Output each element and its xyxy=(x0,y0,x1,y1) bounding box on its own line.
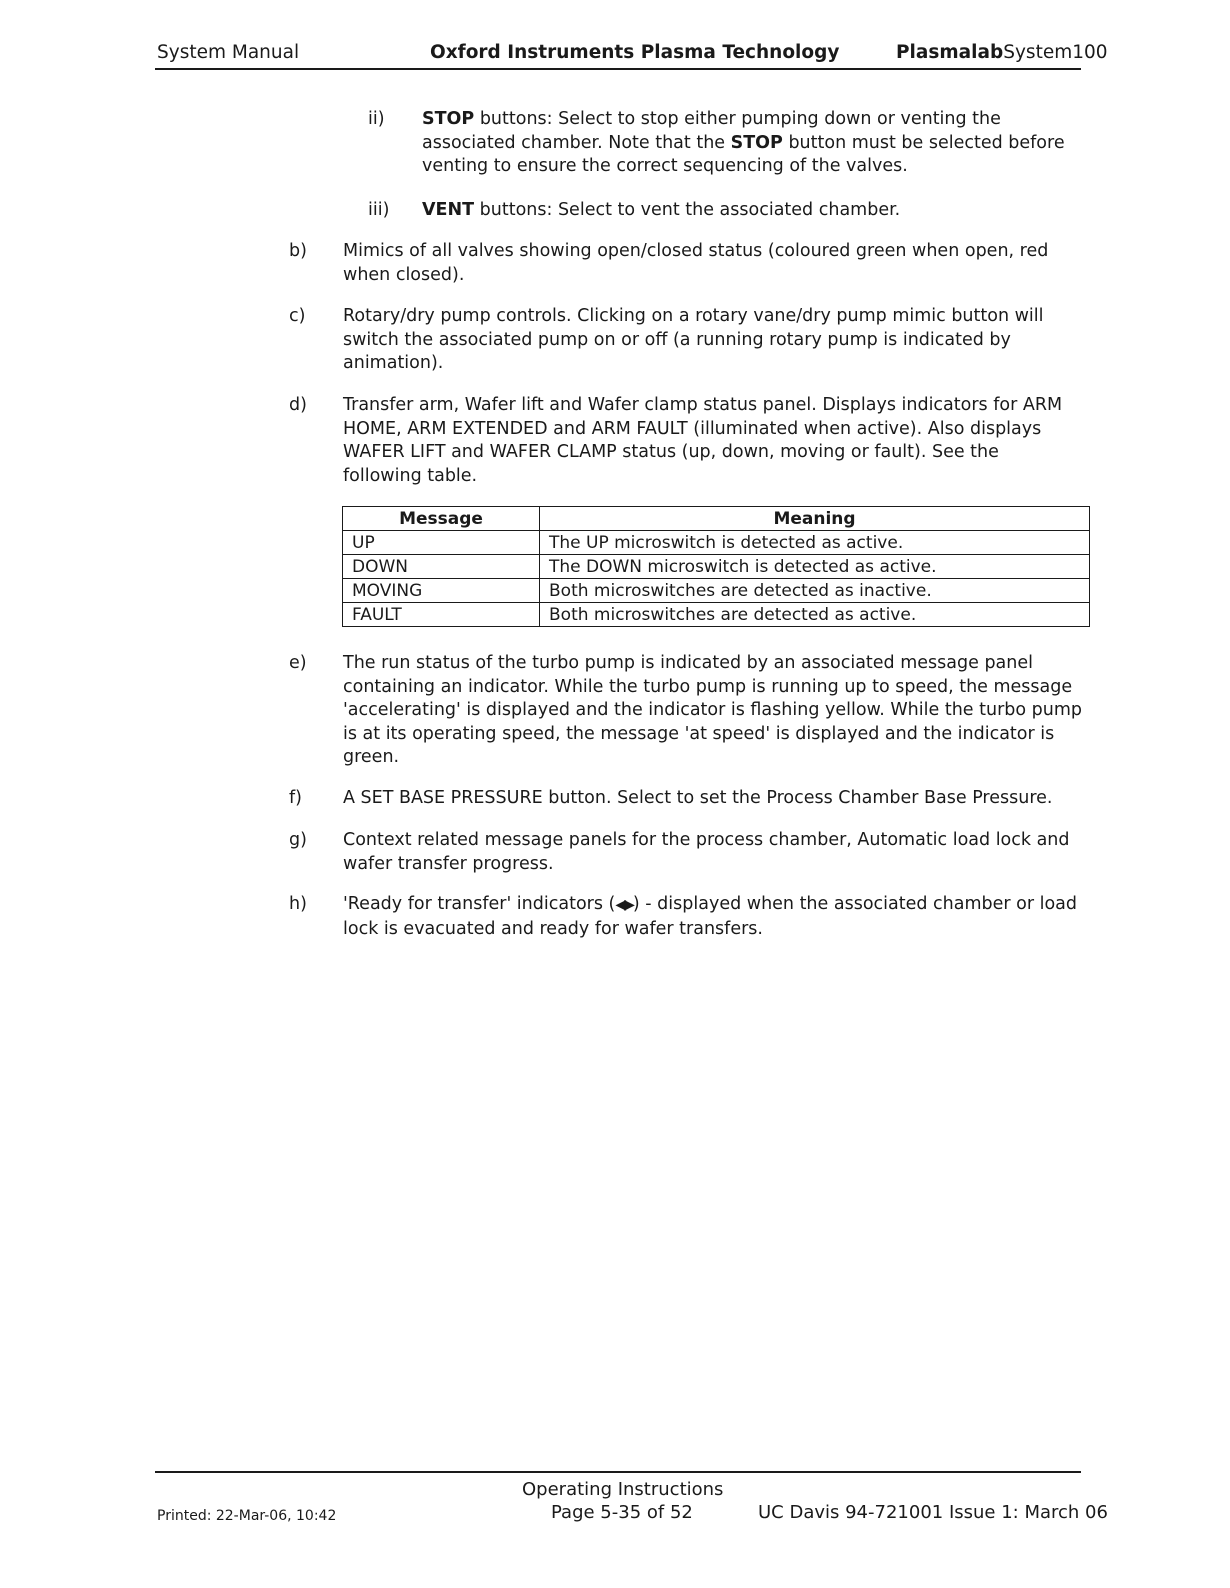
item-text xyxy=(343,893,1083,941)
footer-rule xyxy=(155,1471,1081,1473)
table-header-row xyxy=(343,507,1090,531)
table-cell-meaning: The DOWN microswitch is detected as active. xyxy=(540,555,1090,579)
table-header-message: Message xyxy=(343,507,540,531)
item-label: b) xyxy=(289,241,307,261)
subitem-text-part: buttons: Select to stop either pumping down or venting the associated chamber. Note that the xyxy=(422,109,1001,153)
subitem-text xyxy=(422,199,1082,223)
subitem-number: ii) xyxy=(368,109,385,129)
table-cell-meaning: Both microswitches are detected as inactive. xyxy=(540,579,1090,603)
subitem-text-part: buttons: Select to vent the associated chamber. xyxy=(474,200,901,220)
table-row xyxy=(343,555,1090,579)
table-cell-message: FAULT xyxy=(343,603,540,627)
footer-printed-date: Printed: 22-Mar-06, 10:42 xyxy=(157,1508,337,1524)
item-text-part: ) - displayed when the associated chamber or load lock is evacuated and ready for wafer transfers. xyxy=(343,894,1078,939)
vent-keyword: VENT xyxy=(422,200,475,220)
item-text: Transfer arm, Wafer lift and Wafer clamp status panel. Displays indicators for ARM HOME, ARM EXTENDED and ARM FAULT (illuminated when active). Also displays WAFER LIFT and WAFER CLAMP status (up, down, moving or fault). See the following table. xyxy=(343,395,1063,486)
table-cell-message: MOVING xyxy=(343,579,540,603)
table-row xyxy=(343,603,1090,627)
item-text: Rotary/dry pump controls. Clicking on a rotary vane/dry pump mimic button will switch the associated pump on or off (a running rotary pump is indicated by animation). xyxy=(343,306,1044,373)
item-label: g) xyxy=(289,830,307,850)
header-product-bold: Plasmalab xyxy=(896,42,1004,63)
table-row xyxy=(343,579,1090,603)
item-text-part: 'Ready for transfer' indicators ( xyxy=(343,894,616,914)
stop-keyword: STOP xyxy=(422,109,475,129)
footer-section: Operating Instructions xyxy=(522,1479,724,1500)
subitem-text-part: button must be selected before venting to ensure the correct sequencing of the valves. xyxy=(422,132,1065,176)
left-right-arrows-icon: ◀▶ xyxy=(615,897,633,913)
item-text: Mimics of all valves showing open/closed status (coloured green when open, red when closed). xyxy=(343,241,1049,285)
item-label: d) xyxy=(289,395,307,415)
item-label: e) xyxy=(289,653,307,673)
header-company: Oxford Instruments Plasma Technology xyxy=(430,42,840,63)
header-rule xyxy=(155,68,1081,70)
header-product xyxy=(896,42,1108,64)
item-label: c) xyxy=(289,306,306,326)
subitem-number: iii) xyxy=(368,200,390,220)
header-doc-title: System Manual xyxy=(157,42,300,63)
table-cell-message: DOWN xyxy=(343,555,540,579)
item-text: Context related message panels for the process chamber, Automatic load lock and wafer transfer progress. xyxy=(343,830,1070,874)
table-cell-message: UP xyxy=(343,531,540,555)
item-label: h) xyxy=(289,894,307,914)
footer-doc-reference: UC Davis 94-721001 Issue 1: March 06 xyxy=(758,1502,1108,1523)
table-cell-meaning: Both microswitches are detected as active. xyxy=(540,603,1090,627)
table-row xyxy=(343,531,1090,555)
table-cell-meaning: The UP microswitch is detected as active. xyxy=(540,531,1090,555)
item-text: The run status of the turbo pump is indicated by an associated message panel containing an indicator. While the turbo pump is running up to speed, the message 'accelerating' is displayed and the indicator is flashing yellow. While the turbo pump is at its operating speed, the message 'at speed' is displayed and the indicator is green. xyxy=(343,653,1082,767)
header-product-rest: System100 xyxy=(1003,42,1108,63)
item-label: f) xyxy=(289,788,302,808)
status-message-table xyxy=(342,506,1090,627)
item-text: A SET BASE PRESSURE button. Select to set the Process Chamber Base Pressure. xyxy=(343,788,1053,808)
footer-page-number: Page 5-35 of 52 xyxy=(551,1502,693,1523)
subitem-text xyxy=(422,108,1082,179)
table-header-meaning: Meaning xyxy=(540,507,1090,531)
stop-keyword: STOP xyxy=(730,132,783,153)
